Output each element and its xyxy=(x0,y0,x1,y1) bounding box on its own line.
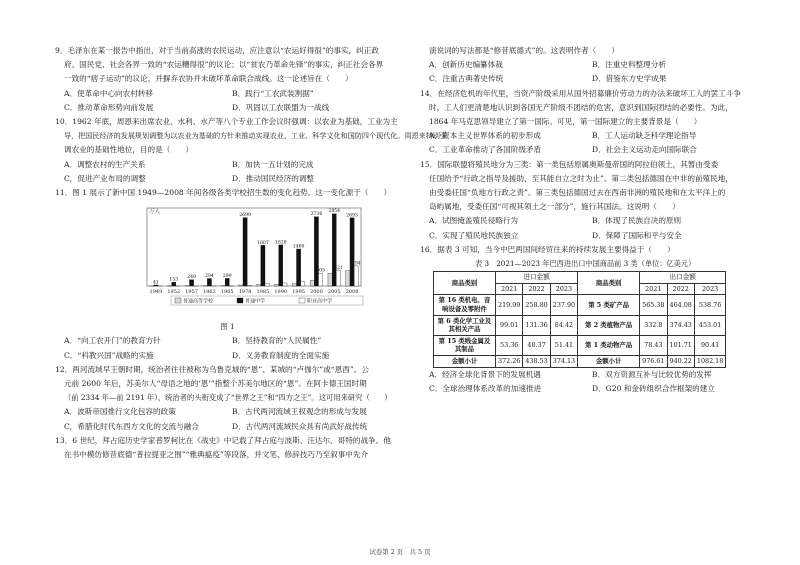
value-cell: 538.76 xyxy=(694,295,725,315)
q13-option-b[interactable]: B．注重史料整理分析 xyxy=(592,60,666,70)
data-label: 1620 xyxy=(274,240,287,246)
bar-职业高中学 xyxy=(247,286,251,287)
q15-line: 由受委任国“负地方行政之责”。第三类包括德国过去在西南非洲的殖民地和在太平洋上的 xyxy=(429,188,726,198)
trade-table xyxy=(433,271,726,367)
data-label: 2699 xyxy=(239,213,251,219)
q12-line: （前 2334 年—前 2191 年），统治者的头衔变成了“世界之王”和“四方之王”。这可用来研究（ ） xyxy=(64,393,392,403)
x-tick-label: 2008 xyxy=(345,289,359,296)
q14-option-a[interactable]: A．资本主义世界体系的初步形成 xyxy=(429,131,541,141)
bar-职业高中学 xyxy=(265,283,269,286)
q9-option-d[interactable]: D．巩固以工农联盟为一战线 xyxy=(232,102,330,112)
data-label: 505 xyxy=(316,268,326,274)
chart-caption: 图 1 xyxy=(220,322,235,332)
bar-普通中学 xyxy=(207,279,211,286)
legend-swatch xyxy=(299,298,305,303)
q11-options xyxy=(55,334,400,362)
question-11 xyxy=(55,186,400,363)
question-12 xyxy=(55,363,400,434)
y-unit-label: 万人 xyxy=(149,209,161,216)
q12-option-c[interactable]: C．希腊化时代东西方文化的交流与融合 xyxy=(64,421,199,431)
year-cell: 2022 xyxy=(667,283,694,295)
q16-option-c[interactable]: C．全球治理体系改革的加速推进 xyxy=(429,383,542,393)
value-cell: 374.43 xyxy=(667,315,694,335)
bar-职业高中学 xyxy=(354,266,358,286)
value-cell: 258.80 xyxy=(523,295,550,315)
q9-line: 一致的“痞子运动”的议论，并摒弃农协并未破坏革命联合战线。这一论述旨在（ ） xyxy=(64,74,353,84)
year-cell: 2023 xyxy=(550,283,577,295)
q15-line: 任国给予“行政之指导及援助，至其能自立之时为止”。第二类包括德国在中非的前殖民地， xyxy=(429,173,733,183)
x-tick-label: 1985 xyxy=(256,289,270,296)
q9-options xyxy=(55,87,400,115)
x-tick-label: 2005 xyxy=(327,289,341,296)
bar-职业高中学 xyxy=(301,282,305,287)
q12-option-b[interactable]: B．古代两河流域王权观念的形成与发展 xyxy=(232,407,367,417)
q15-line: 岛屿属地，受委任国“可视其领土之一部分”，施行其国法。这说明（ ） xyxy=(429,202,680,212)
value-cell: 90.41 xyxy=(694,335,725,355)
import-category: 第 16 类机电、音响设备及零附件 xyxy=(434,295,496,315)
q16-options xyxy=(420,368,755,396)
table-caption: 表 3 2021—2023 年巴西进出口中国商品前 3 类（单位：亿美元） xyxy=(475,259,696,269)
bar-职业高中学 xyxy=(319,273,323,286)
table-header-category: 商品类别 xyxy=(434,272,496,295)
x-tick-label: 1952 xyxy=(167,289,181,296)
question-13-continued xyxy=(420,44,755,87)
value-cell: 131.36 xyxy=(523,315,550,335)
x-tick-label: 1978 xyxy=(238,289,252,296)
value-cell: 372.26 xyxy=(496,356,523,368)
q13-option-d[interactable]: D．借鉴东方史学成果 xyxy=(592,74,667,84)
q15-options xyxy=(420,214,755,242)
export-category: 第 2 类植物产品 xyxy=(578,315,640,335)
right-column xyxy=(420,44,755,396)
export-category: 第 1 类动物产品 xyxy=(578,335,640,355)
bar-普通中学 xyxy=(296,249,300,286)
value-cell: 438.53 xyxy=(523,356,550,368)
import-category: 第 15 类贱金属及其制品 xyxy=(434,335,496,355)
x-tick-label: 1990 xyxy=(274,289,288,296)
value-cell: 53.36 xyxy=(496,335,523,355)
q16-option-b[interactable]: B．双方资源互补与比较优势的发挥 xyxy=(592,369,712,379)
q10-option-d[interactable]: D．推动国民经济的调整 xyxy=(232,173,315,183)
bar-普通高等学校 xyxy=(346,271,350,286)
bar-普通高等学校 xyxy=(292,284,296,286)
q11-option-a[interactable]: A．“向工农开门”的教育方针 xyxy=(64,336,161,346)
x-tick-label: 2000 xyxy=(310,289,323,296)
value-cell: 374.13 xyxy=(550,356,577,368)
question-13 xyxy=(55,434,400,462)
table-row xyxy=(434,295,726,315)
bar-普通中学 xyxy=(314,217,318,286)
q11-option-c[interactable]: C．“科教兴国”战略的实施 xyxy=(64,350,154,360)
q14-option-d[interactable]: D．社会主义运动走向国际联合 xyxy=(592,145,697,155)
value-cell: 976.61 xyxy=(640,356,667,368)
value-cell: 1082.18 xyxy=(694,356,725,368)
left-column xyxy=(55,44,448,462)
year-cell: 2021 xyxy=(640,283,667,295)
bar-普通中学 xyxy=(172,282,176,286)
q9-line: 府、国民党、社会各界一致的“农运糟得很”的议论；以“贫农乃革命先锋”的事实，纠正社会各界 xyxy=(64,60,384,70)
q16-option-a[interactable]: A．经济全球化背景下的发展机遇 xyxy=(429,369,541,379)
value-cell: 332.8 xyxy=(640,315,667,335)
bar-普通高等学校 xyxy=(328,273,332,286)
value-cell: 51.41 xyxy=(550,335,577,355)
q10-line: 10．1962 年底，周恩来出席农业、水利、水产等八个专业工作会议时强调：以农业为基础，工业为主 xyxy=(55,117,398,127)
q16-option-d[interactable]: D．G20 和金砖组织合作框架的建立 xyxy=(592,383,715,393)
import-category: 金额小计 xyxy=(434,356,496,368)
q15-option-d[interactable]: D．保障了国际和平与安全 xyxy=(592,230,682,240)
value-cell: 464.08 xyxy=(667,295,694,315)
table-row xyxy=(434,356,726,368)
q10-options xyxy=(55,158,400,186)
value-cell: 237.90 xyxy=(550,295,577,315)
data-label: 1460 xyxy=(292,244,305,250)
value-cell: 101.71 xyxy=(667,335,694,355)
table-row xyxy=(434,315,726,335)
q14-option-c[interactable]: C．工业革命推动了各国阶级矛盾 xyxy=(429,145,542,155)
q10-line: 调农业的基础性地位，目的是（ ） xyxy=(64,145,194,155)
bar-普通中学 xyxy=(350,218,354,286)
q13-options xyxy=(420,58,755,86)
q16-line: 16．据表 3 可知，当今中巴两国间经贸往来的持续发展主要得益于（ ） xyxy=(420,244,675,254)
table-row xyxy=(434,335,726,355)
value-cell: 453.01 xyxy=(694,315,725,335)
q11-line: 11．图 1 展示了新中国 1949—2008 年间各级各类学校招生数的变化趋势。这一变化源于（ ） xyxy=(55,188,392,198)
q10-option-a[interactable]: A．调整农村的生产关系 xyxy=(64,159,146,169)
page-footer: 试卷第 2 页 共 5 页 xyxy=(369,548,431,556)
data-label: 2854 xyxy=(328,209,341,215)
q12-option-a[interactable]: A．波斯帝国推行文化包容的政策 xyxy=(64,407,176,417)
bar-普通高等学校 xyxy=(310,281,314,287)
data-label: 249 xyxy=(187,275,196,281)
q9-option-a[interactable]: A．使革命中心向农村转移 xyxy=(64,88,154,98)
data-label: 621 xyxy=(334,266,343,272)
q14-line: 1864 年马克思领导建立了第一国际。可见，第一国际建立的主要背景是（ ） xyxy=(429,117,702,127)
bar-普通中学 xyxy=(225,279,229,287)
table-header-import: 进口金额 xyxy=(496,272,578,284)
value-cell: 940.22 xyxy=(667,356,694,368)
q12-options xyxy=(55,405,400,433)
x-tick-label: 1962 xyxy=(203,289,216,296)
x-tick-label: 1957 xyxy=(185,289,198,296)
q12-option-d[interactable]: D．古代两河流域民众具有尚武好战传统 xyxy=(232,421,368,431)
value-cell: 99.01 xyxy=(496,315,523,335)
q15-option-a[interactable]: A．试图掩盖殖民侵略行为 xyxy=(429,216,519,226)
bar-职业高中学 xyxy=(283,283,287,286)
q10-option-c[interactable]: C．促进产业布局的调整 xyxy=(64,173,146,183)
import-category: 第 6 类化学工业及其相关产品 xyxy=(434,315,496,335)
legend-entry: 普通高等学校 xyxy=(183,298,214,305)
data-label: 794 xyxy=(351,261,361,267)
q11-option-d[interactable]: D．义务教育制度的全面实施 xyxy=(232,350,330,360)
data-label: 2736 xyxy=(310,212,323,218)
q9-option-c[interactable]: C．推动革命形势向前发展 xyxy=(64,102,154,112)
q12-line: 元前 2600 年后，苏美尔人“母语之地的‘恩’”指整个苏美尔地区的“恩”。在阿卡德王国时期 xyxy=(64,379,367,389)
question-9 xyxy=(55,44,400,115)
data-label: 294 xyxy=(205,274,214,280)
q13-option-c[interactable]: C．注重古典著史传统 xyxy=(429,74,504,84)
q13-line: 在书中模仿修昔底德“普拉提亚之围”“雅典瘟疫”等段落，并文笔、修辞技巧乃至叙事中先介 xyxy=(64,450,369,460)
bar-普通中学 xyxy=(243,218,247,286)
question-10 xyxy=(55,115,448,186)
chart-svg xyxy=(125,202,365,320)
q9-option-b[interactable]: B．践行“工农武装割据” xyxy=(232,88,314,98)
data-label: 1607 xyxy=(257,241,269,247)
q13-line: 13．6 世纪，拜占庭历史学家普罗柯比在《战史》中记载了拜占庭与波斯、汪达尔、哥特的战争。他 xyxy=(55,435,391,445)
legend-entry: 职业高中学 xyxy=(307,298,333,305)
q15-option-b[interactable]: B．体现了民族自决的原则 xyxy=(592,216,682,226)
bar-普通中学 xyxy=(279,245,283,286)
legend-swatch xyxy=(237,298,243,303)
data-label: 299 xyxy=(222,274,232,280)
export-category: 金额小计 xyxy=(578,356,640,368)
legend-swatch xyxy=(175,298,181,303)
value-cell: 48.37 xyxy=(523,335,550,355)
bar-普通高等学校 xyxy=(239,285,243,286)
bar-职业高中学 xyxy=(336,271,340,287)
q10-line: 导，把国民经济的发展规划调整为以农业为基础的方针来推动实现农业、工业、科学文化和国防四个现代化。周恩来特别强 xyxy=(64,131,448,141)
value-cell: 78.43 xyxy=(640,335,667,355)
q14-option-b[interactable]: B．工人运动缺乏科学理论指导 xyxy=(592,131,697,141)
q14-line: 时，工人们更清楚地认识到各国无产阶级不团结的危害，意识到国际团结的必要性。为此， xyxy=(429,102,733,112)
value-cell: 219.99 xyxy=(496,295,523,315)
table-header-category: 商品类别 xyxy=(578,272,640,295)
q15-line: 15．国际联盟将殖民地分为三类：第一类包括原属奥斯曼帝国的阿拉伯领土，其暂由受委 xyxy=(420,159,719,169)
x-tick-label: 1995 xyxy=(292,289,305,296)
value-cell: 565.38 xyxy=(640,295,667,315)
year-cell: 2022 xyxy=(523,283,550,295)
question-15 xyxy=(420,158,755,243)
q12-line: 12．两河流域早王朝时期，统治者往往被称为乌鲁克城的“恩”、某城的“卢伽尔”或“恩西”。公 xyxy=(55,364,369,374)
q9-line: 9．毛泽东在某一报告中指出，对于当前高涨的农民运动，应注意以“农运好得很”的事实，纠正政 xyxy=(55,46,379,55)
table-header-export: 出口金额 xyxy=(640,272,726,284)
q15-option-c[interactable]: C．实现了殖民地民族独立 xyxy=(429,230,519,240)
data-label: 153 xyxy=(169,277,179,283)
export-category: 第 5 类矿产品 xyxy=(578,295,640,315)
table-header-row xyxy=(434,272,726,284)
q14-options xyxy=(420,129,755,157)
question-16 xyxy=(420,243,755,396)
value-cell: 84.42 xyxy=(550,315,577,335)
x-tick-label: 1965 xyxy=(220,289,234,296)
q14-line: 14．在经济危机的年代里，当资产阶级采用从国外招募廉价劳动力的办法来破坏工人的罢工斗争 xyxy=(420,88,742,98)
enrollment-bar-chart xyxy=(125,202,365,320)
q13-option-a[interactable]: A．创新历史编纂体裁 xyxy=(429,60,503,70)
q11-option-b[interactable]: B．坚持教育的“人民属性” xyxy=(232,336,322,346)
bar-普通高等学校 xyxy=(274,285,278,287)
bar-普通中学 xyxy=(189,280,193,286)
year-cell: 2021 xyxy=(496,283,523,295)
q10-option-b[interactable]: B．加快一五计划的完成 xyxy=(232,159,314,169)
data-label: 41 xyxy=(152,280,159,286)
question-14 xyxy=(420,87,755,158)
x-tick-label: 1949 xyxy=(149,289,163,296)
bar-普通中学 xyxy=(332,214,336,286)
bar-普通高等学校 xyxy=(257,285,261,287)
legend-entry: 普通中学 xyxy=(245,298,266,305)
bar-普通中学 xyxy=(261,246,265,287)
year-cell: 2023 xyxy=(694,283,725,295)
data-label: 2693 xyxy=(346,213,358,219)
q13-cont-line: 演说词的写法都是“修昔底德式”的。这表明作者（ ） xyxy=(429,46,620,55)
